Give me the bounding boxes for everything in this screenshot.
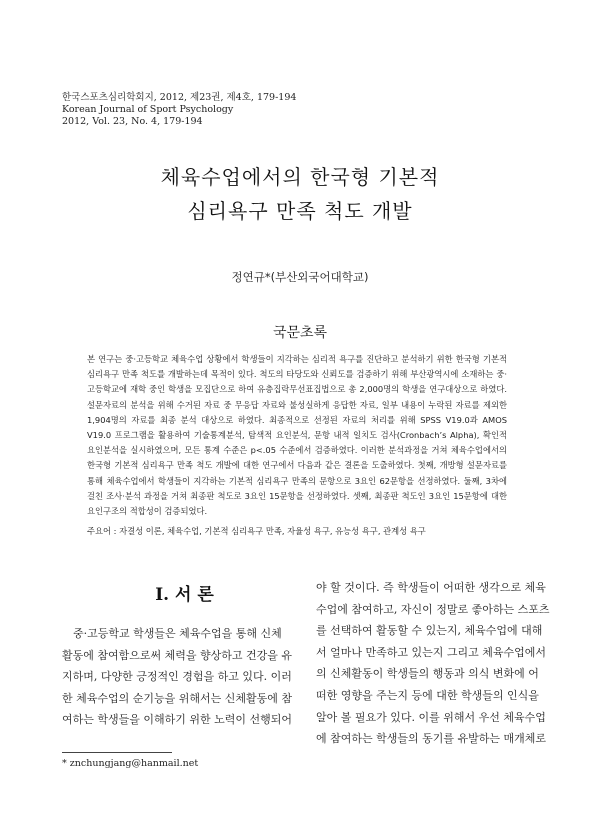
body-line: 에 참여하는 학생들의 동기를 유발하는 매개체로 [316,732,547,746]
body-line: 떠한 영향을 주는지 등에 대한 학생들의 인식을 [316,688,539,702]
journal-header [62,92,296,128]
footnote-divider [62,752,172,753]
abstract-body: 본 연구는 중·고등학교 체육수업 상황에서 학생들이 지각하는 심리적 욕구를 진단하고 분석하기 위한 한국형 기본적 심리욕구 만족 척도를 개발하는데 목적이 있다. 척도의 타당도와 신뢰도를 검증하기 위해 부산광역시에 소재하는 중·고등학교에 재학 중인 학생을 모집단으로 하여 유층집락무선표집법으로 총 2,000명의 학생을 연구대상으로 하였다. 설문자료의 분석을 위해 수거된 자료 중 무응답 자료와 불성실하게 응답한 자료, 일부 내용이 누락된 자료를 제외한 1,904명의 자료를 최종 분석 대상으로 하였다. 최종적으로 선정된 자료의 처리를 위해 SPSS V19.0과 AMOS V19.0 프로그램을 활용하여 기술통계분석, 탐색적 요인분석, 문항 내적 일치도 검사(Cronbach’s Alpha), 확인적 요인분석을 실시하였으며, 모든 통계 수준은 p<.05 수준에서 검증하였다. 이러한 분석과정을 거쳐 체육수업에서의 한국형 기본적 심리욕구 만족 척도 개발에 대한 연구에서 다음과 같은 결론을 도출하였다. 첫째, 개방형 설문자료를 통해 체육수업에서 학생들이 지각하는 기본적 심리욕구 만족의 문항으로 3요인 62문항을 선정하였다. 둘째, 3차에 걸친 조사·분석 과정을 거쳐 최종판 척도로 3요인 15문항을 선정하였다. 셋째, 최종판 척도인 3요인 15문항에 대한 요인구조의 적합성이 검증되었다. [87,354,507,517]
body-column-left [62,623,292,731]
body-line: 알아 볼 필요가 있다. 이를 위해서 우선 체육수업 [316,710,546,724]
journal-header-line: Korean Journal of Sport Psychology [62,104,234,115]
body-line: 수업에 참여하고, 자신이 정말로 좋아하는 스포츠 [316,602,550,616]
journal-header-line: 한국스포츠심리학회지, 2012, 제23권, 제4호, 179-194 [62,92,297,103]
body-column-right [316,577,550,750]
body-line: 활동에 참여함으로써 체력을 향상하고 건강을 유 [62,648,293,662]
title-line-2: 심리욕구 만족 척도 개발 [187,199,413,223]
journal-header-line: 2012, Vol. 23, No. 4, 179-194 [62,116,203,127]
keywords: 주요어 : 자결성 이론, 체육수업, 기본적 심리욕구 만족, 자율성 욕구, 유능성 욕구, 관계성 욕구 [87,526,426,536]
body-line: 의 신체활동이 학생들의 행동과 의식 변화에 어 [316,667,539,681]
body-line: 서 얼마나 만족하고 있는지 그리고 체육수업에서 [316,645,547,659]
abstract-heading: 국문초록 [272,325,328,341]
body-line: 야 할 것이다. 즉 학생들이 어떠한 생각으로 체육 [316,581,546,594]
author-affiliation: 정연규*(부산외국어대학교) [231,270,369,284]
body-line: 한 체육수업의 순기능을 위해서는 신체활동에 참 [62,691,293,705]
body-line: 여하는 학생들을 이해하기 위한 노력이 선행되어 [62,713,293,727]
title-line-1: 체육수업에서의 한국형 기본적 [160,165,440,189]
body-line: 중·고등학교 학생들은 체육수업을 통해 신체 [73,627,282,640]
section-heading: I. 서 론 [155,585,214,605]
paper-title [0,160,600,228]
footnote-email: * znchungjang@hanmail.net [62,758,199,769]
body-line: 지하며, 다양한 긍정적인 경험을 하고 있다. 이러 [62,670,292,684]
body-line: 를 선택하여 활동할 수 있는지, 체육수업에 대해 [316,624,543,638]
